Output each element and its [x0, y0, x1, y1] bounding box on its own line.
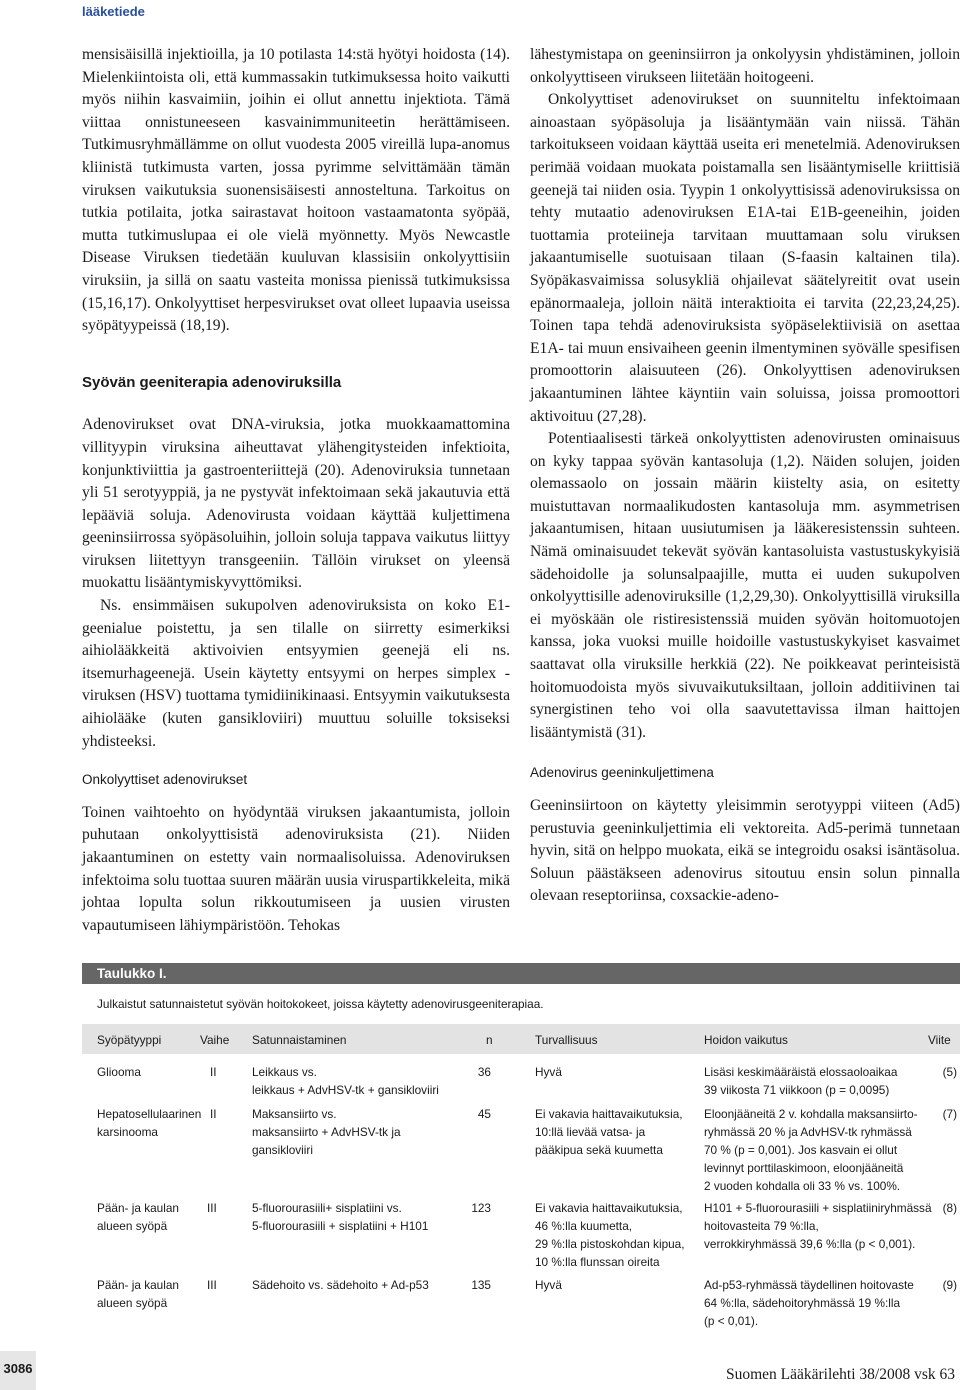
paragraph: Potentiaalisesti tärkeä onkolyyttisten adenovirusten ominaisuus on kyky tappaa syövän kantasoluja (1,2). Näiden solujen, joiden olemassaolo on jossain määrin kiistelty asia, on esitetty muistuttavan normaalikudosten kantasoluja mm. asymmetrisen jakaantumisen, hitaan uusiutumisen ja lääkeresistenssin suhteen. Nämä ominaisuudet tekevät syövän kantasoluista vastustuskykyisiä sädehoidolle ja solunsalpaajille, mutta ei uuden sukupolven onkolyyttisille adenoviruksille (1,2,29,30). Onkolyyttisillä viruksilla ei myöskään ole ristiresistenssiä muiden syövän hoitomuotojen kanssa, joka vuoksi muille hoidoille vastustuskykyiset kasvaimet saattavat olla viruksille herkkiä (22). Ne poikkeavat perinteisistä hoitomuodoista myös sivuvaikutuksiltaan, jolloin additiivinen tai synergistinen teho voi olla saavutettavissa ilman haittojen lisääntymistä (31).	[530, 430, 960, 741]
cell-effect: Lisäsi keskimääräistä elossaoloaikaa 39 viikosta 71 viikkoon (p = 0,0095)	[704, 1065, 898, 1097]
section-label: lääketiede	[82, 4, 145, 19]
paragraph: Adenovirukset ovat DNA-viruksia, jotka muokkaamattomina villityypin viruksina aiheuttavat ylähengitysteiden infektioita, konjunktiviittia ja gastroenteriittejä (20). Adenoviruksia tunnetaan yli 51 serotyyppiä, ja ne pystyvät infektoimaan sekä jakautuvia että lepääviä soluja. Adenovirusta voidaan käyttää kuljettimena geeninsiirrossa syöpäsoluihin, jolloin soluja tappava vaikutus liittyy viruksen liitettyyn transgeeniin. Tällöin virukset on yleensä muokattu lisääntymiskyvyttömiksi.	[82, 416, 510, 592]
table-header-cell: Satunnaistaminen	[252, 1033, 347, 1047]
page-number: 3086	[3, 1361, 33, 1376]
cell-n: 123	[471, 1201, 491, 1215]
paragraph: Ns. ensimmäisen sukupolven adenoviruksista on koko E1-geenialue poistettu, ja sen tilalle on siirretty esimerkiksi aihiolääkkeitä aktivoivien entsyymien geenejä eli ns. itsemurhageenejä. Usein käytetty entsyymi on herpes simplex -viruksen (HSV) tuottama tymidiinikinaasi. Entsyymin vaikutuksesta aihiolääke (kuten gansikloviiri) muuttuu soluille toksiseksi yhdisteeksi.	[82, 597, 510, 750]
table-header-cell: Hoidon vaikutus	[704, 1033, 788, 1047]
table-header-cell: Viite	[928, 1033, 951, 1047]
cell-randomization: Leikkaus vs. leikkaus + AdvHSV-tk + gansikloviiri	[252, 1065, 439, 1097]
subsection-heading: Onkolyyttiset adenovirukset	[82, 772, 248, 788]
cell-ref: (5)	[942, 1065, 957, 1079]
cell-safety: Hyvä	[535, 1278, 562, 1292]
table-header-cell: Turvallisuus	[535, 1033, 598, 1047]
cell-randomization: Sädehoito vs. sädehoito + Ad-p53	[252, 1278, 429, 1292]
cell-effect: Eloonjääneitä 2 v. kohdalla maksansiirto- ryhmässä 20 % ja AdvHSV-tk ryhmässä 70 % (p = 0,001). Jos kasvain ei ollut levinnyt porttilaskimoon, eloonjääneitä 2 vuoden kohdalla oli 33 % vs. 100%.	[704, 1107, 918, 1193]
cell-phase: III	[207, 1278, 217, 1292]
paragraph: lähestymistapa on geeninsiirron ja onkolyysin yhdistäminen, jolloin onkolyyttiseen virukseen liitetään hoitogeeni.	[530, 46, 960, 86]
cell-phase: II	[210, 1107, 217, 1121]
cell-n: 36	[477, 1065, 491, 1079]
cell-phase: II	[210, 1065, 217, 1079]
paragraph: Onkolyyttiset adenovirukset on suunniteltu infektoimaan ainoastaan syöpäsoluja ja lisääntymään vain niissä. Tähän tarkoitukseen voidaan käyttää useita eri menetelmiä. Adenoviruksen perimää voidaan muokata poistamalla sen lisääntymiselle kriittisiä geenejä tai niiden osia. Tyypin 1 onkolyyttisissä adenoviruksissa on tehty mutaatio adenoviruksen E1A-tai E1B-geeneihin, joiden tuottamia proteiineja tarvitaan muuttamaan solu viruksen jakaantumiselle suotuisaan tilaan (S-faasin kaltainen tila). Syöpäkasvaimissa solusykliä ohjailevat säätelyreitit ovat usein epänormaaleja, jolloin näitä interaktioita ei tarvita (22,23,24,25). Toinen tapa tehdä adenoviruksista syöpäselektiivisiä on asettaa E1A- tai muun ensivaiheen geenin ilmentyminen syövälle spesifisen promoottorin alaisuuteen (26). Onkolyyttisen adenoviruksen jakaantuminen lähtee käyntiin vain soluissa, joissa promoottori aktivoituu (27,28).	[530, 91, 960, 425]
cell-phase: III	[207, 1201, 217, 1215]
table-header-cell: Syöpätyyppi	[97, 1033, 162, 1047]
cell-cancer-type: Pään- ja kaulan alueen syöpä	[97, 1278, 179, 1310]
paragraph: Toinen vaihtoehto on hyödyntää viruksen jakaantumista, jolloin puhutaan onkolyyttisistä adenoviruksista (21). Niiden jakaantuminen on estetty vain normaalisoluissa. Adenoviruksen infektoima solu tuottaa suuren määrän uusia viruspartikkeleita, mikä johtaa lopulta solun rikkoutumiseen ja uusien virusten vapautumiseen lähiympäristöön. Tehokas	[82, 803, 510, 934]
cell-cancer-type: Pään- ja kaulan alueen syöpä	[97, 1201, 179, 1233]
cell-safety: Ei vakavia haittavaikutuksia, 10:llä lievää vatsa- ja pääkipua sekä kuumetta	[535, 1107, 683, 1157]
article-column-left	[82, 44, 510, 937]
journal-footer: Suomen Lääkärilehti 38/2008 vsk 63	[725, 1366, 955, 1383]
cell-ref: (9)	[942, 1278, 957, 1292]
subsection-heading: Adenovirus geeninkuljettimena	[530, 765, 714, 781]
table-header-cell: Vaihe	[200, 1033, 230, 1047]
cell-n: 45	[477, 1107, 491, 1121]
cell-effect: H101 + 5-fluorourasiili + sisplatiiniryhmässä hoitovasteita 79 %:lla, verrokkiryhmässä 39,6 %:lla (p < 0,001).	[704, 1201, 932, 1251]
article-column-right	[530, 44, 960, 908]
cell-ref: (8)	[942, 1201, 957, 1215]
paragraph: Geeninsiirtoon on käytetty yleisimmin serotyyppi viiteen (Ad5) perustuvia geeninkuljettimia eli vektoreita. Ad5-perimä tunnetaan hyvin, sitä on helppo muokata, eikä se integroidu osaksi isäntäsolua. Soluun päästäkseen adenovirus sitoutuu ensin solun pinnalla olevaan reseptoriinsa, coxsackie-adeno-	[530, 797, 960, 905]
cell-ref: (7)	[942, 1107, 957, 1121]
cell-randomization: Maksansiirto vs. maksansiirto + AdvHSV-tk ja gansikloviiri	[252, 1107, 401, 1157]
cell-safety: Ei vakavia haittavaikutuksia, 46 %:lla kuumetta, 29 %:lla pistoskohdan kipua, 10 %:lla flunssan oireita	[535, 1201, 685, 1269]
cell-cancer-type: Hepatosellulaarinen karsinooma	[97, 1107, 202, 1139]
table-caption: Julkaistut satunnaistetut syövän hoitokokeet, joissa käytetty adenovirusgeeniterapiaa.	[97, 997, 544, 1011]
cell-safety: Hyvä	[535, 1065, 562, 1079]
section-heading: Syövän geeniterapia adenoviruksilla	[82, 373, 342, 391]
cell-randomization: 5-fluorourasiili+ sisplatiini vs. 5-fluorourasiili + sisplatiini + H101	[252, 1201, 429, 1233]
cell-effect: Ad-p53-ryhmässä täydellinen hoitovaste 64 %:lla, sädehoitoryhmässä 19 %:lla (p < 0,01).	[704, 1278, 914, 1328]
paragraph: mensisäisillä injektioilla, ja 10 potilasta 14:stä hyötyi hoidosta (14). Mielenkiintoista oli, että kummassakin tutkimuksessa hoito vaikutti myös niihin kasvaimiin, joihin ei ollut annettu injektiota. Tämä viittaa onnistuneeseen kasvainimmuniteetin herättämiseen. Tutkimusryhmällämme on ollut vuodesta 2005 vireillä lupa-anomus kliinistä tutkimusta varten, jossa pyrimme selvittämään tämän viruksen vaikutuksia suonensisäisesti annosteltuna. Tarkoitus on tutkia potilaita, jotka sairastavat hoitoon vastaamatonta syöpää, mutta tutkimuslupaa ei ole vielä myönnetty. Myös Newcastle Disease Viruksen tiedetään kuuluvan klassisiin onkolyyttisiin viruksiin, ja sillä on saatu vasteita monissa pienissä tutkimuksissa (15,16,17). Onkolyyttiset herpesvirukset ovat olleet lupaavia useissa syöpätyypeissä (18,19).	[82, 46, 510, 335]
table-title: Taulukko I.	[82, 963, 960, 984]
cell-n: 135	[471, 1278, 491, 1292]
table-header-cell: n	[486, 1033, 493, 1047]
cell-cancer-type: Gliooma	[97, 1065, 141, 1079]
